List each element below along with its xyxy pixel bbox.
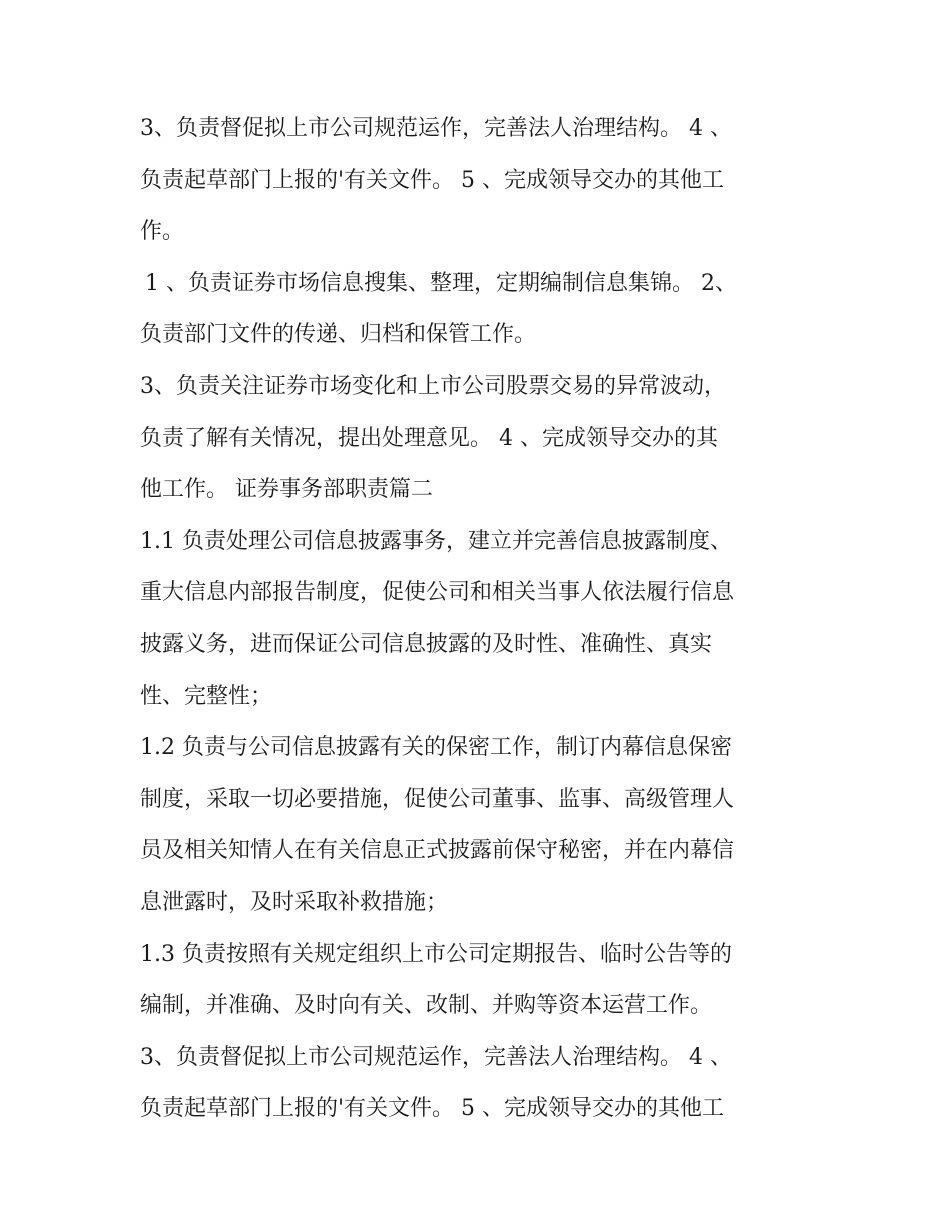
text-line: 编制，并准确、及时向有关、改制、并购等资本运营工作。 bbox=[140, 993, 713, 1019]
text-line: 负责起草部门上报的'有关文件。 5 、完成领导交办的其他工 bbox=[140, 167, 725, 193]
text-line: 制度，采取一切必要措施，促使公司董事、监事、高级管理人 bbox=[140, 786, 735, 812]
text-line: 负责了解有关情况，提出处理意见。 4 、完成领导交办的其 bbox=[140, 425, 718, 451]
text-line: 息泄露时，及时采取补救措施； bbox=[140, 889, 449, 915]
text-line: 1.3 负责按照有关规定组织上市公司定期报告、临时公告等的 bbox=[140, 941, 732, 967]
text-line: 1.1 负责处理公司信息披露事务，建立并完善信息披露制度、 bbox=[140, 528, 732, 554]
document-body bbox=[140, 103, 820, 1135]
text-line: 负责起草部门上报的'有关文件。 5 、完成领导交办的其他工 bbox=[140, 1096, 725, 1122]
text-line: 他工作。 证券事务部职责篇二 bbox=[140, 477, 433, 503]
text-line: 3、负责督促拟上市公司规范运作，完善法人治理结构。 4 、 bbox=[140, 1044, 732, 1070]
text-line: 性、完整性； bbox=[140, 683, 273, 709]
text-line: 员及相关知情人在有关信息正式披露前保守秘密，并在内幕信 bbox=[140, 838, 735, 864]
text-line: 3、负责督促拟上市公司规范运作，完善法人治理结构。 4 、 bbox=[140, 116, 732, 141]
text-line: 1 、负责证券市场信息搜集、整理，定期编制信息集锦。 2、 bbox=[145, 270, 737, 296]
text-line: 重大信息内部报告制度，促使公司和相关当事人依法履行信息 bbox=[140, 580, 735, 606]
text-line: 披露义务，进而保证公司信息披露的及时性、准确性、真实 bbox=[140, 631, 713, 657]
text-line: 负责部门文件的传递、归档和保管工作。 bbox=[140, 322, 537, 348]
text-line: 3、负责关注证券市场变化和上市公司股票交易的异常波动， bbox=[140, 373, 726, 399]
text-line: 1.2 负责与公司信息披露有关的保密工作，制订内幕信息保密 bbox=[140, 735, 732, 761]
text-line: 作。 bbox=[140, 219, 185, 245]
